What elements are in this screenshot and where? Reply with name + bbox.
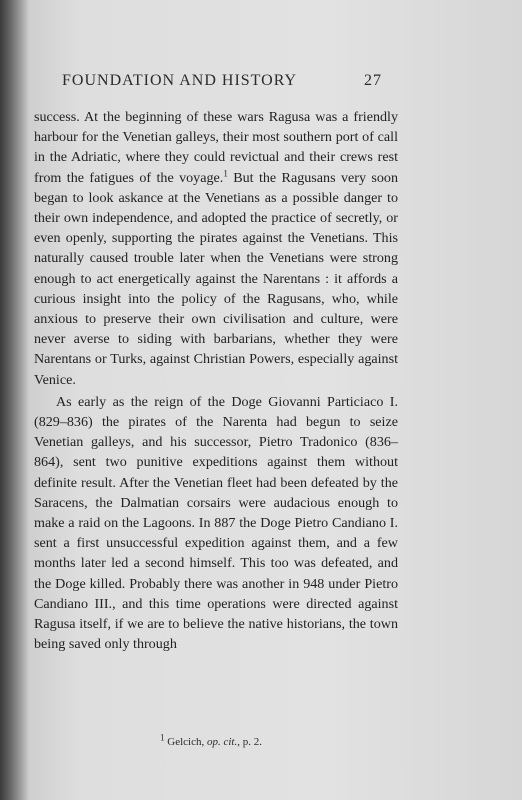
paragraph-1-text-b: But the Ragusans very soon began to look askance at the Venetians as a possible danger to their own independence, and adopted the practice of secretly, or even openly, supporting the pirates against the Venetians. This naturally caused trouble later when the Venetians were strong enough to act energetically against the Narentans : it affords a curious insight into the policy of the Ragusans, who, while anxious to preserve their own civilisation and culture, were never averse to siding with barbarians, whether they were Narentans or Turks, against Christian Powers, especially against Venice.: [34, 169, 399, 388]
footnote-page: , p. 2.: [237, 736, 262, 748]
page-number: 27: [364, 72, 382, 89]
book-binding-gutter: [0, 0, 30, 800]
paragraph-1-text-a: success. At the beginning of these wars Ragusa was a friendly harbour for the Venetian galleys, their most southern port of call in the Adriatic, where they could revictual and their crews rest from the fatigues of the voyage.: [34, 109, 398, 186]
footnote-reference: 1: [223, 167, 228, 178]
footnote-citation: op. cit.: [206, 736, 238, 748]
paragraph-2: As early as the reign of the Doge Giovanni Particiaco I. (829–836) the pirates of the Narenta had begun to seize Venetian galleys, and his successor, Pietro Tradonico (836–864), sent two punitive expeditions against them without definite result. After the Venetian fleet had been defeated by the Saracens, the Dalmatian corsairs were audacious enough to make a raid on the Lagoons. In 887 the Doge Pietro Candiano I. sent a first unsuccessful expedition against them, and a few months later led a second himself. This too was defeated, and the Doge killed. Probably there was another in 948 under Pietro Candiano III., and this time operations were directed against Ragusa itself, if we are to believe the native historians, the town being saved only through: [34, 393, 398, 653]
paragraph-1: [34, 107, 398, 390]
footnote: [160, 732, 262, 748]
running-header-title: FOUNDATION AND HISTORY: [62, 72, 298, 89]
footnote-marker: 1: [160, 732, 165, 743]
body-text: [34, 107, 398, 654]
footnote-author: Gelcich,: [167, 736, 205, 748]
